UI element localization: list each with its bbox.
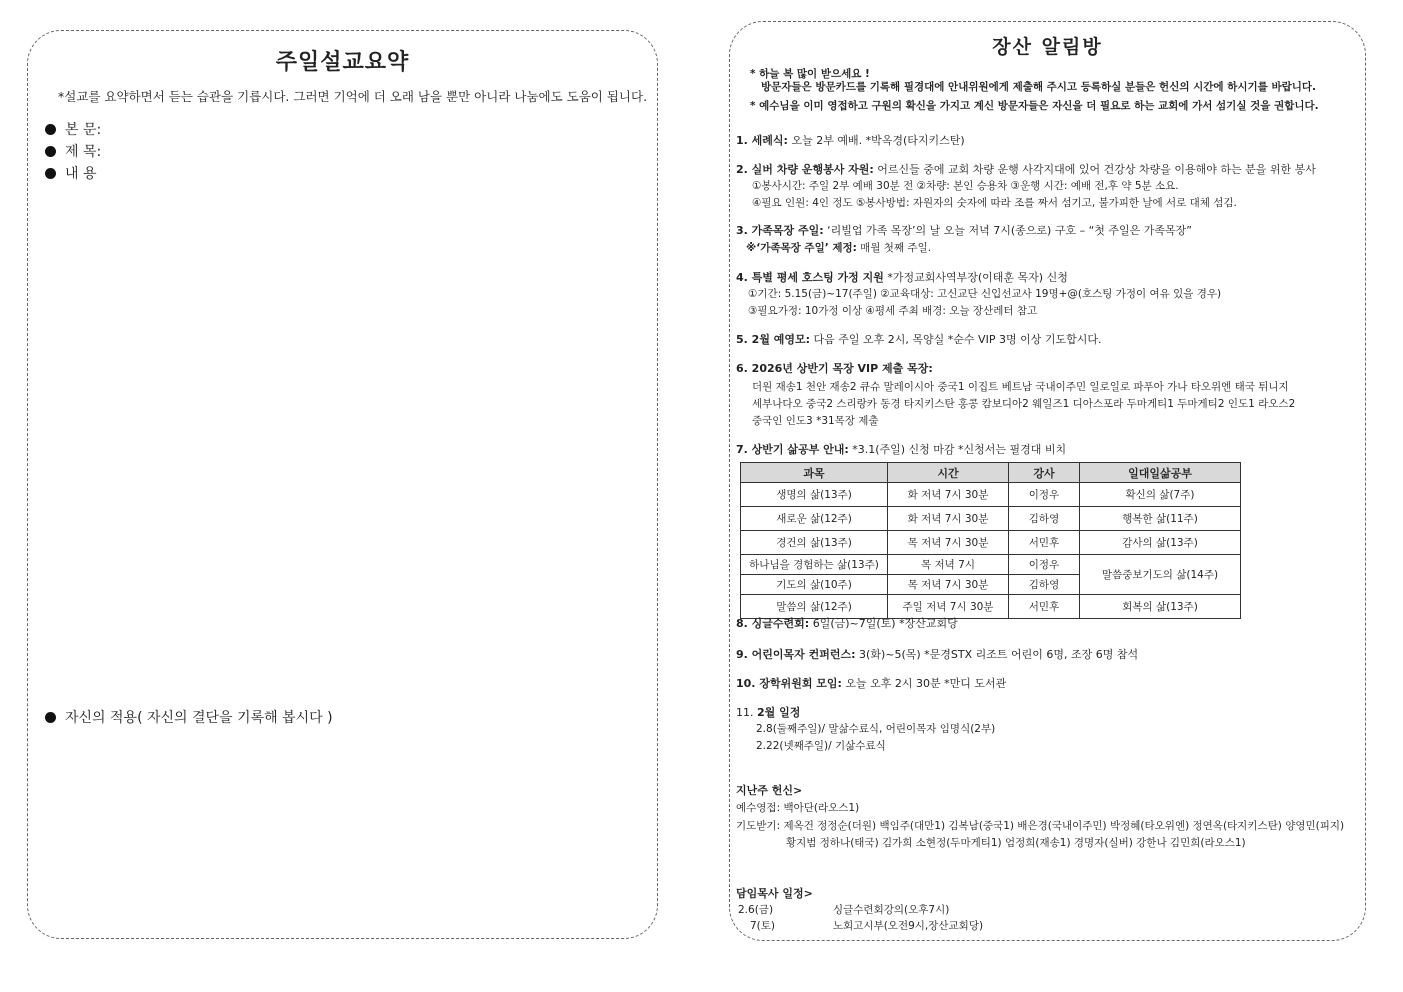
silver-driving-detail-2: ④필요 인원: 4인 정도 ⑤봉사방법: 자원자의 숫자에 따라 조를 짜서 섬기고, 불가피한 날에 서로 대체 섬김. xyxy=(752,197,1237,209)
bullet-application xyxy=(45,707,333,727)
hosting-detail-2: ③필요가정: 10가정 이상 ④평세 주최 배경: 오늘 장산레터 참고 xyxy=(748,305,1038,317)
table-cell: 화 저녁 7시 30분 xyxy=(888,507,1009,531)
table-cell: 서민후 xyxy=(1009,531,1080,555)
bullet-scripture-label: 본 문: xyxy=(65,122,102,138)
section-life-study xyxy=(736,441,1066,458)
table-cell: 화 저녁 7시 30분 xyxy=(888,483,1009,507)
section-vip-submission xyxy=(736,360,933,377)
bullet-content xyxy=(45,163,97,183)
hosting-detail-1: ①기간: 5.15(금)~17(주일) ②교육대상: 고신교단 신입선교사 19명+@(호스팅 가정이 여유 있을 경우) xyxy=(748,288,1222,300)
table-cell: 서민후 xyxy=(1009,595,1080,619)
table-cell: 생명의 삶(13주) xyxy=(741,483,888,507)
february-schedule-1: 2.8(둘째주일)/ 말삶수료식, 어린이목자 임명식(2부) xyxy=(756,723,996,735)
section-text: 오늘 2부 예배. *박옥경(타지키스탄) xyxy=(787,134,965,147)
section-singles-retreat xyxy=(736,615,958,632)
section-heading: 9. 어린이목자 컨퍼런스: xyxy=(736,648,856,661)
section-baptism xyxy=(736,132,965,149)
table-cell: 행복한 삶(11주) xyxy=(1080,507,1241,531)
section-text: *3.1(주일) 신청 마감 *신청서는 필경대 비치 xyxy=(848,443,1067,456)
table-header: 강사 xyxy=(1009,463,1080,483)
section-heading: 6. 2026년 상반기 목장 VIP 제출 목장: xyxy=(736,362,933,375)
table-header: 과목 xyxy=(741,463,888,483)
section-heading: 10. 장학위원회 모임: xyxy=(736,677,842,690)
table-row xyxy=(741,483,1241,507)
pastor-date-1: 2.6(금) xyxy=(738,904,774,916)
notice-visitors: 방문자들은 방문카드를 기록해 필경대에 안내위원에게 제출해 주시고 등록하실 분들은 헌신의 시간에 하시기를 바랍니다. xyxy=(761,81,1317,93)
family-sunday-detail xyxy=(746,240,931,256)
sermon-summary-panel xyxy=(27,30,658,939)
bullet-content-label: 내 용 xyxy=(65,166,97,182)
offering-heading: 지난주 헌신> xyxy=(736,784,803,797)
section-hosting xyxy=(736,269,1068,286)
family-sunday-detail-text: 매월 첫째 주일. xyxy=(856,242,932,254)
section-text: *가정교회사역부장(이태훈 목자) 신청 xyxy=(883,271,1068,284)
section-silver-driving xyxy=(736,161,1316,178)
section-text: 어르신들 중에 교회 차량 운행 사각지대에 있어 건강상 차량을 이용해야 하는 분을 위한 봉사 xyxy=(873,163,1316,176)
table-header: 시간 xyxy=(888,463,1009,483)
section-heading: 4. 특별 평세 호스팅 가정 지원 xyxy=(736,271,884,284)
bullet-dot xyxy=(45,124,56,135)
announcements-panel xyxy=(729,21,1366,941)
section-text: 3(화)~5(목) *문경STX 리조트 어린이 6명, 조장 6명 참석 xyxy=(855,648,1139,661)
bullet-scripture xyxy=(45,119,101,139)
table-cell: 기도의 삶(10주) xyxy=(741,575,888,595)
notice-welcome: * 하늘 복 많이 받으세요 ! xyxy=(750,68,870,80)
table-cell: 김하영 xyxy=(1009,507,1080,531)
table-cell: 새로운 삶(12주) xyxy=(741,507,888,531)
section-heading: 5. 2월 예영모: xyxy=(736,333,811,346)
bullet-dot xyxy=(45,168,56,179)
table-row xyxy=(741,507,1241,531)
section-number: 11. xyxy=(736,706,757,719)
section-heading: 2. 실버 차량 운행봉사 자원: xyxy=(736,163,874,176)
section-text: ‘리빌업 가족 목장’의 날 오늘 저녁 7시(종으로) 구호 – “첫 주일은 가족목장” xyxy=(823,224,1192,237)
table-cell: 감사의 삶(13주) xyxy=(1080,531,1241,555)
table-cell: 목 저녁 7시 30분 xyxy=(888,575,1009,595)
offering-prayer: 기도받기: 제옥건 정정순(더원) 백임주(대만1) 김복남(중국1) 배은경(국내이주민) 박정혜(타오위엔) 정연옥(타지키스탄) 양영민(피지) xyxy=(736,820,1345,832)
family-sunday-detail-head: ※‘가족목장 주일’ 제정: xyxy=(746,242,857,254)
section-heading: 3. 가족목장 주일: xyxy=(736,224,824,237)
life-study-table xyxy=(740,462,1241,619)
table-header: 일대일삶공부 xyxy=(1080,463,1241,483)
notice-believers: * 예수님을 이미 영접하고 구원의 확신을 가지고 계신 방문자들은 자신을 더 필요로 하는 교회에 가서 섬기실 것을 권합니다. xyxy=(750,100,1319,112)
table-row xyxy=(741,531,1241,555)
vip-list-1: 더원 재송1 천안 재송2 큐슈 말레이시아 중국1 이집트 베트남 국내이주민 일로일로 파푸아 가나 타오위엔 태국 튀니지 xyxy=(752,381,1289,393)
section-text: 오늘 오후 2시 30분 *만디 도서관 xyxy=(841,677,1007,690)
table-cell: 말씀중보기도의 삶(14주) xyxy=(1080,555,1241,595)
sermon-summary-note: *설교를 요약하면서 듣는 습관을 기릅시다. 그러면 기억에 더 오래 남을 뿐만 아니라 나눔에도 도움이 됩니다. xyxy=(58,89,648,104)
table-cell: 김하영 xyxy=(1009,575,1080,595)
table-header-row xyxy=(741,463,1241,483)
offering-prayer-cont: 황지범 정하나(태국) 김가희 소현정(두마게티1) 엄정희(재송1) 경명자(실버) 강한나 김민희(라오스1) xyxy=(786,837,1246,849)
section-family-sunday xyxy=(736,222,1192,239)
table-cell: 이정우 xyxy=(1009,555,1080,575)
pastor-schedule-heading: 담임목사 일정> xyxy=(736,887,813,900)
bullet-dot xyxy=(45,712,56,723)
february-schedule-2: 2.22(넷째주일)/ 기삶수료식 xyxy=(756,740,886,752)
vip-list-2: 세부나다오 중국2 스리랑카 동경 타지키스탄 홍콩 캄보디아2 웨일즈1 디아스포라 두마게티1 두마게티2 인도1 라오스2 xyxy=(752,398,1296,410)
section-heading: 2월 일정 xyxy=(757,706,801,719)
table-cell: 말씀의 삶(12주) xyxy=(741,595,888,619)
vip-list-3: 중국인 인도3 *31목장 제출 xyxy=(752,415,879,427)
table-cell: 하나님을 경험하는 삶(13주) xyxy=(741,555,888,575)
table-cell: 회복의 삶(13주) xyxy=(1080,595,1241,619)
pastor-event-1: 싱글수련회강의(오후7시) xyxy=(833,904,950,916)
section-prayer-meeting xyxy=(736,331,1101,348)
table-cell: 주일 저녁 7시 30분 xyxy=(888,595,1009,619)
section-scholarship xyxy=(736,675,1006,692)
table-cell: 경건의 삶(13주) xyxy=(741,531,888,555)
table-cell: 이정우 xyxy=(1009,483,1080,507)
bullet-dot xyxy=(45,146,56,157)
announcements-title: 장산 알림방 xyxy=(992,36,1103,58)
section-heading: 1. 세례식: xyxy=(736,134,788,147)
bullet-application-label: 자신의 적용( 자신의 결단을 기록해 봅시다 ) xyxy=(65,710,333,726)
bullet-title xyxy=(45,141,101,161)
section-heading: 7. 상반기 삶공부 안내: xyxy=(736,443,849,456)
section-heading: 8. 싱글수련회: xyxy=(736,617,810,630)
table-row xyxy=(741,555,1241,575)
section-text: 다음 주일 오후 2시, 목양실 *순수 VIP 3명 이상 기도합시다. xyxy=(810,333,1102,346)
sermon-summary-title: 주일설교요약 xyxy=(275,50,410,75)
section-february-schedule xyxy=(736,704,800,721)
section-kids-conference xyxy=(736,646,1138,663)
pastor-date-2: 7(토) xyxy=(750,920,776,932)
section-text: 6일(금)~7일(토) *장산교회당 xyxy=(809,617,958,630)
table-cell: 목 저녁 7시 30분 xyxy=(888,531,1009,555)
pastor-event-2: 노회고시부(오전9시,장산교회당) xyxy=(833,920,984,932)
silver-driving-detail-1: ①봉사시간: 주일 2부 예배 30분 전 ②차량: 본인 승용차 ③운행 시간: 예배 전,후 약 5분 소요. xyxy=(752,180,1179,192)
table-cell: 확신의 삶(7주) xyxy=(1080,483,1241,507)
offering-salvation: 예수영접: 백아단(라오스1) xyxy=(736,802,860,814)
bullet-title-label: 제 목: xyxy=(65,144,102,160)
table-cell: 목 저녁 7시 xyxy=(888,555,1009,575)
